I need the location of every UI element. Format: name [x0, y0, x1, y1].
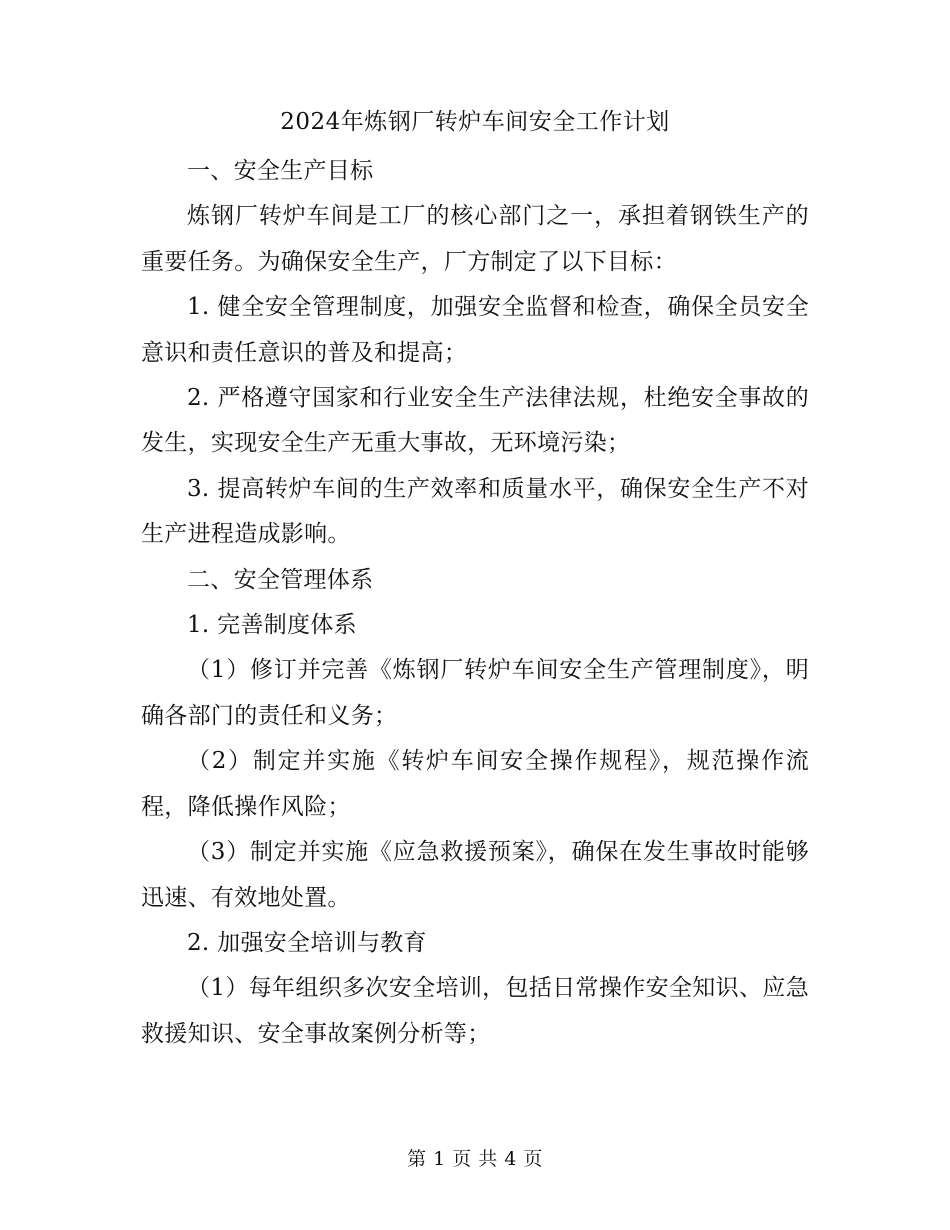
list-item-goal-2: 2. 严格遵守国家和行业安全生产法律法规，杜绝安全事故的发生，实现安全生产无重大事故，无环境污染； — [141, 385, 809, 457]
list-item-training-1: （1）每年组织多次安全培训，包括日常操作安全知识、应急救援知识、安全事故案例分析等； — [141, 975, 809, 1047]
list-item-system-3: （3）制定并实施《应急救援预案》，确保在发生事故时能够迅速、有效地处置。 — [141, 839, 809, 911]
list-item-goal-3: 3. 提高转炉车间的生产效率和质量水平，确保安全生产不对生产进程造成影响。 — [141, 475, 809, 548]
subheading-training: 2. 加强安全培训与教育 — [187, 929, 427, 956]
document-title: 2024年炼钢厂转炉车间安全工作计划 — [280, 109, 670, 135]
paragraph-intro: 炼钢厂转炉车间是工厂的核心部门之一，承担着钢铁生产的重要任务。为确保安全生产，厂方制定了以下目标： — [141, 203, 809, 275]
list-item-system-1: （1）修订并完善《炼钢厂转炉车间安全生产管理制度》，明确各部门的责任和义务； — [141, 657, 809, 729]
section-heading-management-system: 二、安全管理体系 — [187, 566, 374, 593]
list-item-goal-1: 1. 健全安全管理制度，加强安全监督和检查，确保全员安全意识和责任意识的普及和提高； — [141, 294, 809, 366]
subheading-improve-system: 1. 完善制度体系 — [187, 612, 357, 639]
section-heading-safety-goals: 一、安全生产目标 — [187, 158, 374, 184]
list-item-system-2: （2）制定并实施《转炉车间安全操作规程》，规范操作流程，降低操作风险； — [141, 748, 809, 820]
page-number: 第 1 页 共 4 页 — [407, 1148, 543, 1170]
document-body — [141, 149, 809, 1057]
